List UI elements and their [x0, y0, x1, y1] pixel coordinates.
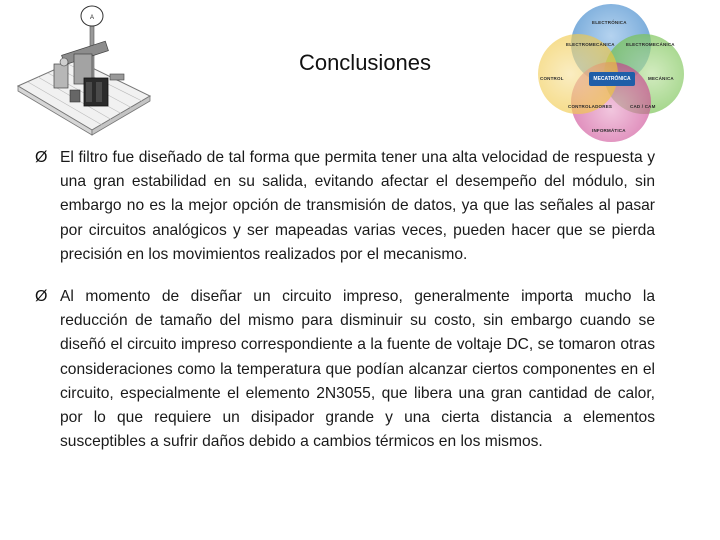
- venn-label-mechanics: MECÁNICA: [648, 76, 674, 81]
- venn-center-label: MECATRÓNICA: [589, 72, 635, 86]
- venn-label-control: CONTROL: [540, 76, 564, 81]
- bullet-list: [35, 146, 655, 454]
- mechatronics-venn-diagram: [532, 2, 690, 142]
- device-label: A: [89, 15, 95, 21]
- venn-label-upper-right: ELECTROMECÁNICA: [626, 42, 675, 47]
- venn-label-lower-left: CONTROLADORES: [568, 104, 613, 109]
- arrow-bullet-icon: Ø: [35, 288, 48, 306]
- venn-label-upper-left: ELECTROMECÁNICA: [566, 42, 615, 47]
- bullet-item: [35, 285, 655, 454]
- bullet-text: Al momento de diseñar un circuito impreso, generalmente importa mucho la reducción de tamaño del mismo para disminuir su costo, sin embargo cuando se diseñó el circuito impreso correspondiente a la fuente de voltaje DC, se tomaron otras consideraciones como la temperatura que podían alcanzar ciertos componentes en el circuito, especialmente el elemento 2N3055, que libera una gran cantidad de calor, por lo que requiere un disipador grande y una cierta distancia a elementos susceptibles a sufrir daños debido a cambios térmicos en los mismos.: [60, 288, 655, 451]
- venn-label-lower-right: CAD / CAM: [630, 104, 656, 109]
- arrow-bullet-icon: Ø: [35, 149, 48, 166]
- slide-title: Conclusiones: [298, 50, 432, 75]
- bullet-item: [35, 146, 655, 267]
- venn-label-informatics: INFORMÁTICA: [592, 128, 626, 133]
- bullet-text: El filtro fue diseñado de tal forma que permita tener una alta velocidad de respuesta y una gran estabilidad en su salida, evitando afectar el desempeño del módulo, sin embargo no es la mejor opción de transmisión de datos, ya que las señales al pasar por circuitos analógicos y ser mapeadas varias veces, pueden hacer que se pierda precisión en los movimientos realizados por el mecanismo.: [60, 149, 655, 263]
- mechanism-illustration: [14, 4, 154, 136]
- venn-label-electronics: ELECTRÓNICA: [592, 20, 627, 25]
